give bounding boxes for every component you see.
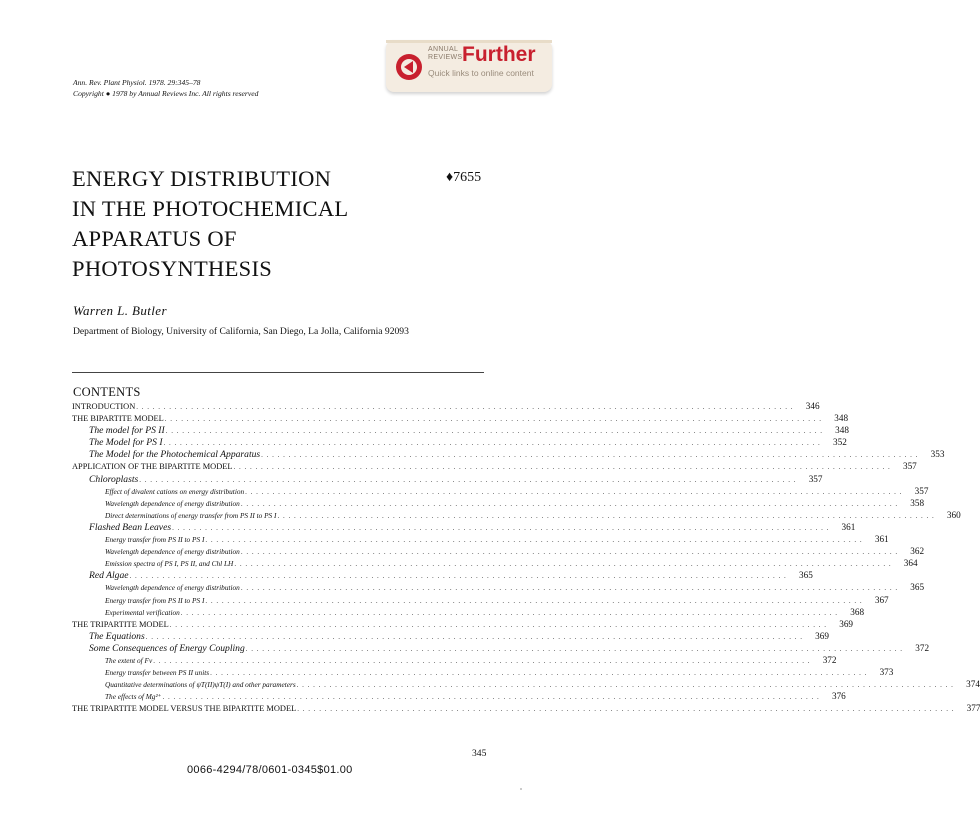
toc-entry-page: 372 xyxy=(822,654,837,665)
toc-entry-label: The extent of Fv xyxy=(105,655,153,665)
toc-entry-label: Quantitative determinations of ψT(II)ψT(I) and other parameters xyxy=(105,680,296,690)
toc-entry-label: Red Algae xyxy=(89,570,129,582)
toc-entry-label: Effect of divalent cations on energy distribution xyxy=(105,486,245,496)
toc-entry xyxy=(72,473,823,486)
toc-entry-label: Emission spectra of PS I, PS II, and Chl LH xyxy=(105,559,234,569)
toc-entry xyxy=(72,461,917,473)
toc-entry xyxy=(72,449,945,461)
title-line: PHOTOSYNTHESIS xyxy=(72,256,273,281)
toc-entry xyxy=(72,485,929,498)
toc-entry-page: 365 xyxy=(799,570,813,581)
toc-leader-dots: . . . . . . . . . . . . . . . . . . . . . . . . . . . . . . . . . . . . . . . . . . . . . . . . . . . . . . . . . . . . . . . . . . . . . . . . . . . . . . . . . . . . . . . . . . . . . . . . . . . . . . . . . . . . . . . . . . . . . . . . xyxy=(277,511,935,520)
toc-entry-label: APPLICATION OF THE BIPARTITE MODEL xyxy=(72,462,233,472)
toc-entry-label: Energy transfer from PS II to PS I xyxy=(105,595,205,605)
toc-entry-label: The Model for the Photochemical Apparatus xyxy=(89,449,261,461)
toc-entry-label: The Model for PS I xyxy=(89,437,163,449)
toc-leader-dots: . . . . . . . . . . . . . . . . . . . . . . . . . . . . . . . . . . . . . . . . . . . . . . . . . . . . . . . . . . . . . . . . . . . . . . . . . . . . . . . . . . . . . . . . . . . . . . . . . . . . . . . . . . . . . . . . . . . . . . . . xyxy=(210,669,868,678)
section-divider xyxy=(72,372,484,373)
toc-leader-dots: . . . . . . . . . . . . . . . . . . . . . . . . . . . . . . . . . . . . . . . . . . . . . . . . . . . . . . . . . . . . . . . . . . . . . . . . . . . . . . . . . . . . . . . . . . . . . . . . . . . . . . . . . . . . . . . . . . . . . . . . xyxy=(234,560,892,569)
table-of-contents xyxy=(72,401,980,715)
toc-entry xyxy=(72,703,980,715)
toc-entry-page: 352 xyxy=(833,437,847,448)
toc-entry-label: Experimental verification xyxy=(105,607,180,617)
toc-entry-label: Chloroplasts xyxy=(89,473,139,485)
toc-entry-page: 357 xyxy=(902,461,917,472)
toc-entry-label: INTRODUCTION xyxy=(72,402,136,411)
toc-entry xyxy=(72,654,837,667)
toc-entry-page: 353 xyxy=(930,449,945,460)
further-subtitle[interactable]: Quick links to online content xyxy=(428,68,534,78)
toc-leader-dots: . . . . . . . . . . . . . . . . . . . . . . . . . . . . . . . . . . . . . . . . . . . . . . . . . . . . . . . . . . . . . . . . . . . . . . . . . . . . . . . . . . . . . . . . . . . . . . . . . . . . . . . . . . . . . . . . . . . . . . . . xyxy=(240,548,899,557)
toc-leader-dots: . . . . . . . . . . . . . . . . . . . . . . . . . . . . . . . . . . . . . . . . . . . . . . . . . . . . . . . . . . . . . . . . . . . . . . . . . . . . . . . . . . . . . . . . . . . . . . . . . . . . . . . . . . . . . . . . . . . . . . . . xyxy=(261,451,919,460)
toc-entry xyxy=(72,425,849,437)
toc-leader-dots: . . . . . . . . . . . . . . . . . . . . . . . . . . . . . . . . . . . . . . . . . . . . . . . . . . . . . . . . . . . . . . . . . . . . . . . . . . . . . . . . . . . . . . . . . . . . . . . . . . . . . . . . . . . . . . . . . . . . . . . . xyxy=(153,656,811,665)
toc-entry-page: 365 xyxy=(910,582,925,593)
toc-leader-dots: . . . . . . . . . . . . . . . . . . . . . . . . . . . . . . . . . . . . . . . . . . . . . . . . . . . . . . . . . . . . . . . . . . . . . . . . . . . . . . . . . . . . . . . . . . . . . . . . . . . . . . . . . . . . . . . . . . . . . . . . xyxy=(240,584,899,593)
citation-journal: Ann. Rev. Plant Physiol. 1978. 29:345–78 xyxy=(73,78,201,87)
toc-entry-label: Energy transfer from PS II to PS I xyxy=(105,535,205,545)
toc-leader-dots: . . . . . . . . . . . . . . . . . . . . . . . . . . . . . . . . . . . . . . . . . . . . . . . . . . . . . . . . . . . . . . . . . . . . . . . . . . . . . . . . . . . . . . . . . . . . . . . . . . . . . . . . . . . . . . . . . . . . . . . . xyxy=(296,681,954,690)
article-title xyxy=(72,164,402,284)
toc-entry-page: 346 xyxy=(805,401,820,411)
toc-leader-dots: . . . . . . . . . . . . . . . . . . . . . . . . . . . . . . . . . . . . . . . . . . . . . . . . . . . . . . . . . . . . . . . . . . . . . . . . . . . . . . . . . . . . . . . . . . . . . . . . . . . . . . . . . . . . . . . . . . . . . . . . xyxy=(165,427,823,436)
toc-entry-page: 369 xyxy=(815,630,829,641)
further-label[interactable]: Further xyxy=(462,43,536,66)
toc-entry-page: 362 xyxy=(910,546,925,557)
toc-entry xyxy=(72,558,918,570)
toc-entry xyxy=(72,534,889,546)
toc-leader-dots: . . . . . . . . . . . . . . . . . . . . . . . . . . . . . . . . . . . . . . . . . . . . . . . . . . . . . . . . . . . . . . . . . . . . . . . . . . . . . . . . . . . . . . . . . . . . . . . . . . . . . . . . . . . . . . . . . . . . . . . . xyxy=(163,439,821,448)
toc-entry xyxy=(72,606,865,619)
contents-heading: CONTENTS xyxy=(73,385,141,399)
toc-leader-dots: . . . . . . . . . . . . . . . . . . . . . . . . . . . . . . . . . . . . . . . . . . . . . . . . . . . . . . . . . . . . . . . . . . . . . . . . . . . . . . . . . . . . . . . . . . . . . . . . . . . . . . . . . . . . . . . . . . . . . . . . xyxy=(136,403,794,411)
toc-leader-dots: . . . . . . . . . . . . . . . . . . . . . . . . . . . . . . . . . . . . . . . . . . . . . . . . . . . . . . . . . . . . . . . . . . . . . . . . . . . . . . . . . . . . . . . . . . . . . . . . . . . . . . . . . . . . . . . . . . . . . . . . xyxy=(169,620,827,629)
toc-leader-dots: . . . . . . . . . . . . . . . . . . . . . . . . . . . . . . . . . . . . . . . . . . . . . . . . . . . . . . . . . . . . . . . . . . . . . . . . . . . . . . . . . . . . . . . . . . . . . . . . . . . . . . . . . . . . . . . . . . . . . . . . xyxy=(233,463,891,472)
toc-entry-page: 348 xyxy=(835,425,849,436)
toc-entry xyxy=(72,546,925,558)
toc-entry xyxy=(72,679,980,691)
toc-entry-page: 369 xyxy=(839,618,853,629)
toc-entry xyxy=(72,667,894,679)
toc-entry-label: The model for PS II xyxy=(89,425,165,437)
title-line: ENERGY DISTRIBUTION xyxy=(72,166,332,191)
toc-leader-dots: . . . . . . . . . . . . . . . . . . . . . . . . . . . . . . . . . . . . . . . . . . . . . . . . . . . . . . . . . . . . . . . . . . . . . . . . . . . . . . . . . . . . . . . . . . . . . . . . . . . . . . . . . . . . . . . . . . . . . . . . xyxy=(162,693,820,702)
author-name: Warren L. Butler xyxy=(73,303,167,318)
toc-entry xyxy=(72,497,925,510)
article-code: ♦7655 xyxy=(446,170,482,185)
toc-leader-dots: . . . . . . . . . . . . . . . . . . . . . . . . . . . . . . . . . . . . . . . . . . . . . . . . . . . . . . . . . . . . . . . . . . . . . . . . . . . . . . . . . . . . . . . . . . . . . . . . . . . . . . . . . . . . . . . . . . . . . . . . xyxy=(245,644,904,653)
title-line: IN THE PHOTOCHEMICAL xyxy=(72,196,349,221)
toc-entry xyxy=(72,509,961,522)
toc-entry-label: Energy transfer between PS II units xyxy=(105,668,210,678)
toc-entry-page: 358 xyxy=(910,497,925,508)
toc-entry-page: 361 xyxy=(841,521,856,532)
toc-entry-label: THE TRIPARTITE MODEL VERSUS THE BIPARTITE MODEL xyxy=(72,704,297,714)
toc-entry-label: Wavelength dependence of energy distribution xyxy=(105,498,240,508)
toc-entry-page: 348 xyxy=(834,413,849,424)
toc-entry-label: THE BIPARTITE MODEL xyxy=(72,414,164,424)
toc-entry-page: 357 xyxy=(914,485,929,496)
toc-leader-dots: . . . . . . . . . . . . . . . . . . . . . . . . . . . . . . . . . . . . . . . . . . . . . . . . . . . . . . . . . . . . . . . . . . . . . . . . . . . . . . . . . . . . . . . . . . . . . . . . . . . . . . . . . . . . . . . . . . . . . . . . xyxy=(172,523,830,532)
author-affiliation: Department of Biology, University of California, San Diego, La Jolla, California 92093 xyxy=(73,326,409,337)
toc-leader-dots: . . . . . . . . . . . . . . . . . . . . . . . . . . . . . . . . . . . . . . . . . . . . . . . . . . . . . . . . . . . . . . . . . . . . . . . . . . . . . . . . . . . . . . . . . . . . . . . . . . . . . . . . . . . . . . . . . . . . . . . . xyxy=(240,499,899,508)
citation-copyright: Copyright ● 1978 by Annual Reviews Inc. All rights reserved xyxy=(73,89,259,98)
toc-entry xyxy=(72,570,813,582)
toc-entry-page: 373 xyxy=(879,667,894,678)
toc-entry xyxy=(72,437,847,449)
page-speck xyxy=(520,788,522,790)
toc-leader-dots: . . . . . . . . . . . . . . . . . . . . . . . . . . . . . . . . . . . . . . . . . . . . . . . . . . . . . . . . . . . . . . . . . . . . . . . . . . . . . . . . . . . . . . . . . . . . . . . . . . . . . . . . . . . . . . . . . . . . . . . . xyxy=(180,608,839,617)
toc-entry xyxy=(72,521,856,534)
toc-entry-page: 367 xyxy=(874,594,889,605)
further-banner[interactable] xyxy=(386,40,552,92)
citation xyxy=(73,77,258,99)
annual-reviews-logo-icon xyxy=(394,52,424,82)
toc-entry xyxy=(72,642,930,655)
toc-entry xyxy=(72,582,925,594)
toc-entry-page: 368 xyxy=(850,606,865,617)
toc-leader-dots: . . . . . . . . . . . . . . . . . . . . . . . . . . . . . . . . . . . . . . . . . . . . . . . . . . . . . . . . . . . . . . . . . . . . . . . . . . . . . . . . . . . . . . . . . . . . . . . . . . . . . . . . . . . . . . . . . . . . . . . . xyxy=(245,487,903,496)
toc-entry-page: 374 xyxy=(966,679,980,690)
page-number: 345 xyxy=(472,748,487,759)
toc-entry-page: 361 xyxy=(874,534,889,545)
toc-entry-label: Wavelength dependence of energy distribution xyxy=(105,547,240,557)
toc-entry-label: The effects of Mg²⁺ xyxy=(105,692,162,702)
toc-entry-page: 360 xyxy=(946,509,961,520)
toc-entry xyxy=(72,594,889,607)
toc-leader-dots: . . . . . . . . . . . . . . . . . . . . . . . . . . . . . . . . . . . . . . . . . . . . . . . . . . . . . . . . . . . . . . . . . . . . . . . . . . . . . . . . . . . . . . . . . . . . . . . . . . . . . . . . . . . . . . . . . . . . . . . . xyxy=(145,632,803,641)
toc-entry-page: 377 xyxy=(966,703,980,714)
toc-entry-page: 372 xyxy=(915,642,930,653)
toc-leader-dots: . . . . . . . . . . . . . . . . . . . . . . . . . . . . . . . . . . . . . . . . . . . . . . . . . . . . . . . . . . . . . . . . . . . . . . . . . . . . . . . . . . . . . . . . . . . . . . . . . . . . . . . . . . . . . . . . . . . . . . . . xyxy=(129,572,787,581)
toc-entry xyxy=(72,401,820,413)
toc-entry-label: Flashed Bean Leaves xyxy=(89,521,172,533)
toc-entry-label: THE TRIPARTITE MODEL xyxy=(72,619,169,629)
toc-entry-label: Some Consequences of Energy Coupling xyxy=(89,642,245,654)
toc-entry-label: Direct determinations of energy transfer from PS II to PS I xyxy=(105,510,277,520)
toc-entry-label: The Equations xyxy=(89,630,145,642)
toc-entry xyxy=(72,630,829,643)
toc-entry xyxy=(72,618,853,631)
toc-entry-label: Wavelength dependence of energy distribution xyxy=(105,583,240,593)
brand-text: ANNUAL REVIEWS xyxy=(428,46,463,61)
title-line: APPARATUS OF xyxy=(72,226,237,251)
toc-entry xyxy=(72,413,849,425)
toc-entry-page: 376 xyxy=(831,691,846,702)
toc-leader-dots: . . . . . . . . . . . . . . . . . . . . . . . . . . . . . . . . . . . . . . . . . . . . . . . . . . . . . . . . . . . . . . . . . . . . . . . . . . . . . . . . . . . . . . . . . . . . . . . . . . . . . . . . . . . . . . . . . . . . . . . . xyxy=(164,415,823,424)
toc-leader-dots: . . . . . . . . . . . . . . . . . . . . . . . . . . . . . . . . . . . . . . . . . . . . . . . . . . . . . . . . . . . . . . . . . . . . . . . . . . . . . . . . . . . . . . . . . . . . . . . . . . . . . . . . . . . . . . . . . . . . . . . . xyxy=(205,536,863,545)
toc-leader-dots: . . . . . . . . . . . . . . . . . . . . . . . . . . . . . . . . . . . . . . . . . . . . . . . . . . . . . . . . . . . . . . . . . . . . . . . . . . . . . . . . . . . . . . . . . . . . . . . . . . . . . . . . . . . . . . . . . . . . . . . . xyxy=(205,596,863,605)
issn-line: 0066-4294/78/0601-0345$01.00 xyxy=(187,764,353,776)
toc-entry xyxy=(72,691,846,703)
toc-entry-page: 364 xyxy=(903,558,918,569)
toc-leader-dots: . . . . . . . . . . . . . . . . . . . . . . . . . . . . . . . . . . . . . . . . . . . . . . . . . . . . . . . . . . . . . . . . . . . . . . . . . . . . . . . . . . . . . . . . . . . . . . . . . . . . . . . . . . . . . . . . . . . . . . . . xyxy=(139,475,797,484)
toc-entry-page: 357 xyxy=(808,473,823,484)
toc-leader-dots: . . . . . . . . . . . . . . . . . . . . . . . . . . . . . . . . . . . . . . . . . . . . . . . . . . . . . . . . . . . . . . . . . . . . . . . . . . . . . . . . . . . . . . . . . . . . . . . . . . . . . . . . . . . . . . . . . . . . . . . . xyxy=(297,705,955,714)
